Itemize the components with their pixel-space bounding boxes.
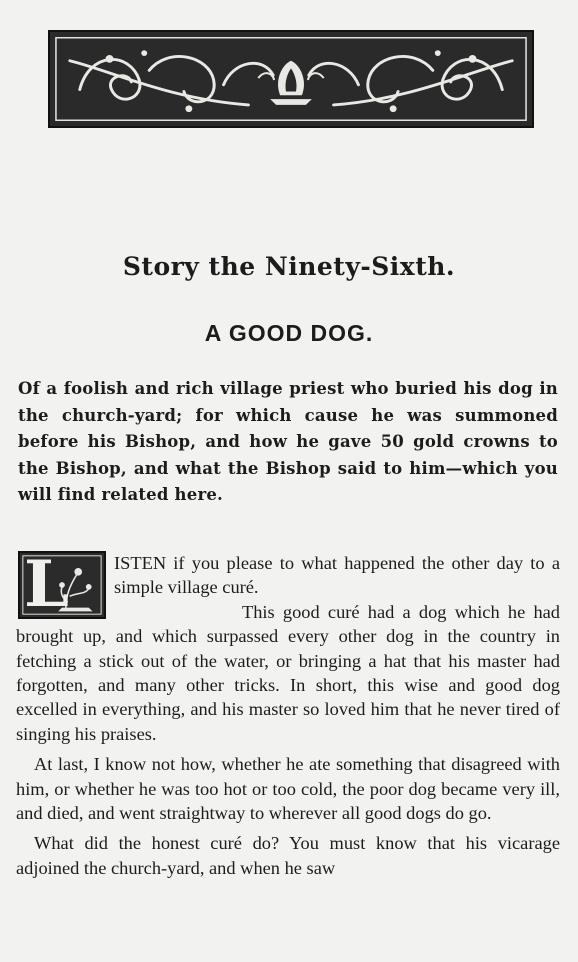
paragraph-3: At last, I know not how, whether he ate something that disagreed with him, or whether he was too hot or too cold, the poor dog became very ill, and died, and went straightway to wherever all good dogs do go. xyxy=(16,754,560,824)
ornamental-header-band xyxy=(48,30,534,128)
story-argument: Of a foolish and rich village priest who buried his dog in the church-yard; for which cause he was summoned before his Bishop, and how he gave 50 gold crowns to the Bishop, and what the Bishop said to him—which you will find related here. xyxy=(18,379,558,504)
floral-ornament-icon xyxy=(50,32,532,126)
drop-cap-letter: L xyxy=(24,547,69,622)
paragraph-4: What did the honest curé do? You must know that his vicarage adjoined the church-yard, and when he saw xyxy=(16,833,560,878)
paragraph-2: This good curé had a dog which he had brought up, and which surpassed every other dog in the country in fetching a stick out of the water, or bringing a hat that his master had forgotten, and many other tricks. In short, this wise and good dog excelled in everything, and his master so loved him that he never tired of singing his praises. xyxy=(16,601,560,744)
story-heading: Story the Ninety-Sixth. xyxy=(122,252,456,281)
paragraph-1: ISTEN if you please to what happened the other day to a simple village curé. xyxy=(114,553,560,598)
story-subtitle: A GOOD DOG. xyxy=(204,320,374,346)
story-body xyxy=(16,547,560,880)
drop-cap xyxy=(18,547,106,622)
